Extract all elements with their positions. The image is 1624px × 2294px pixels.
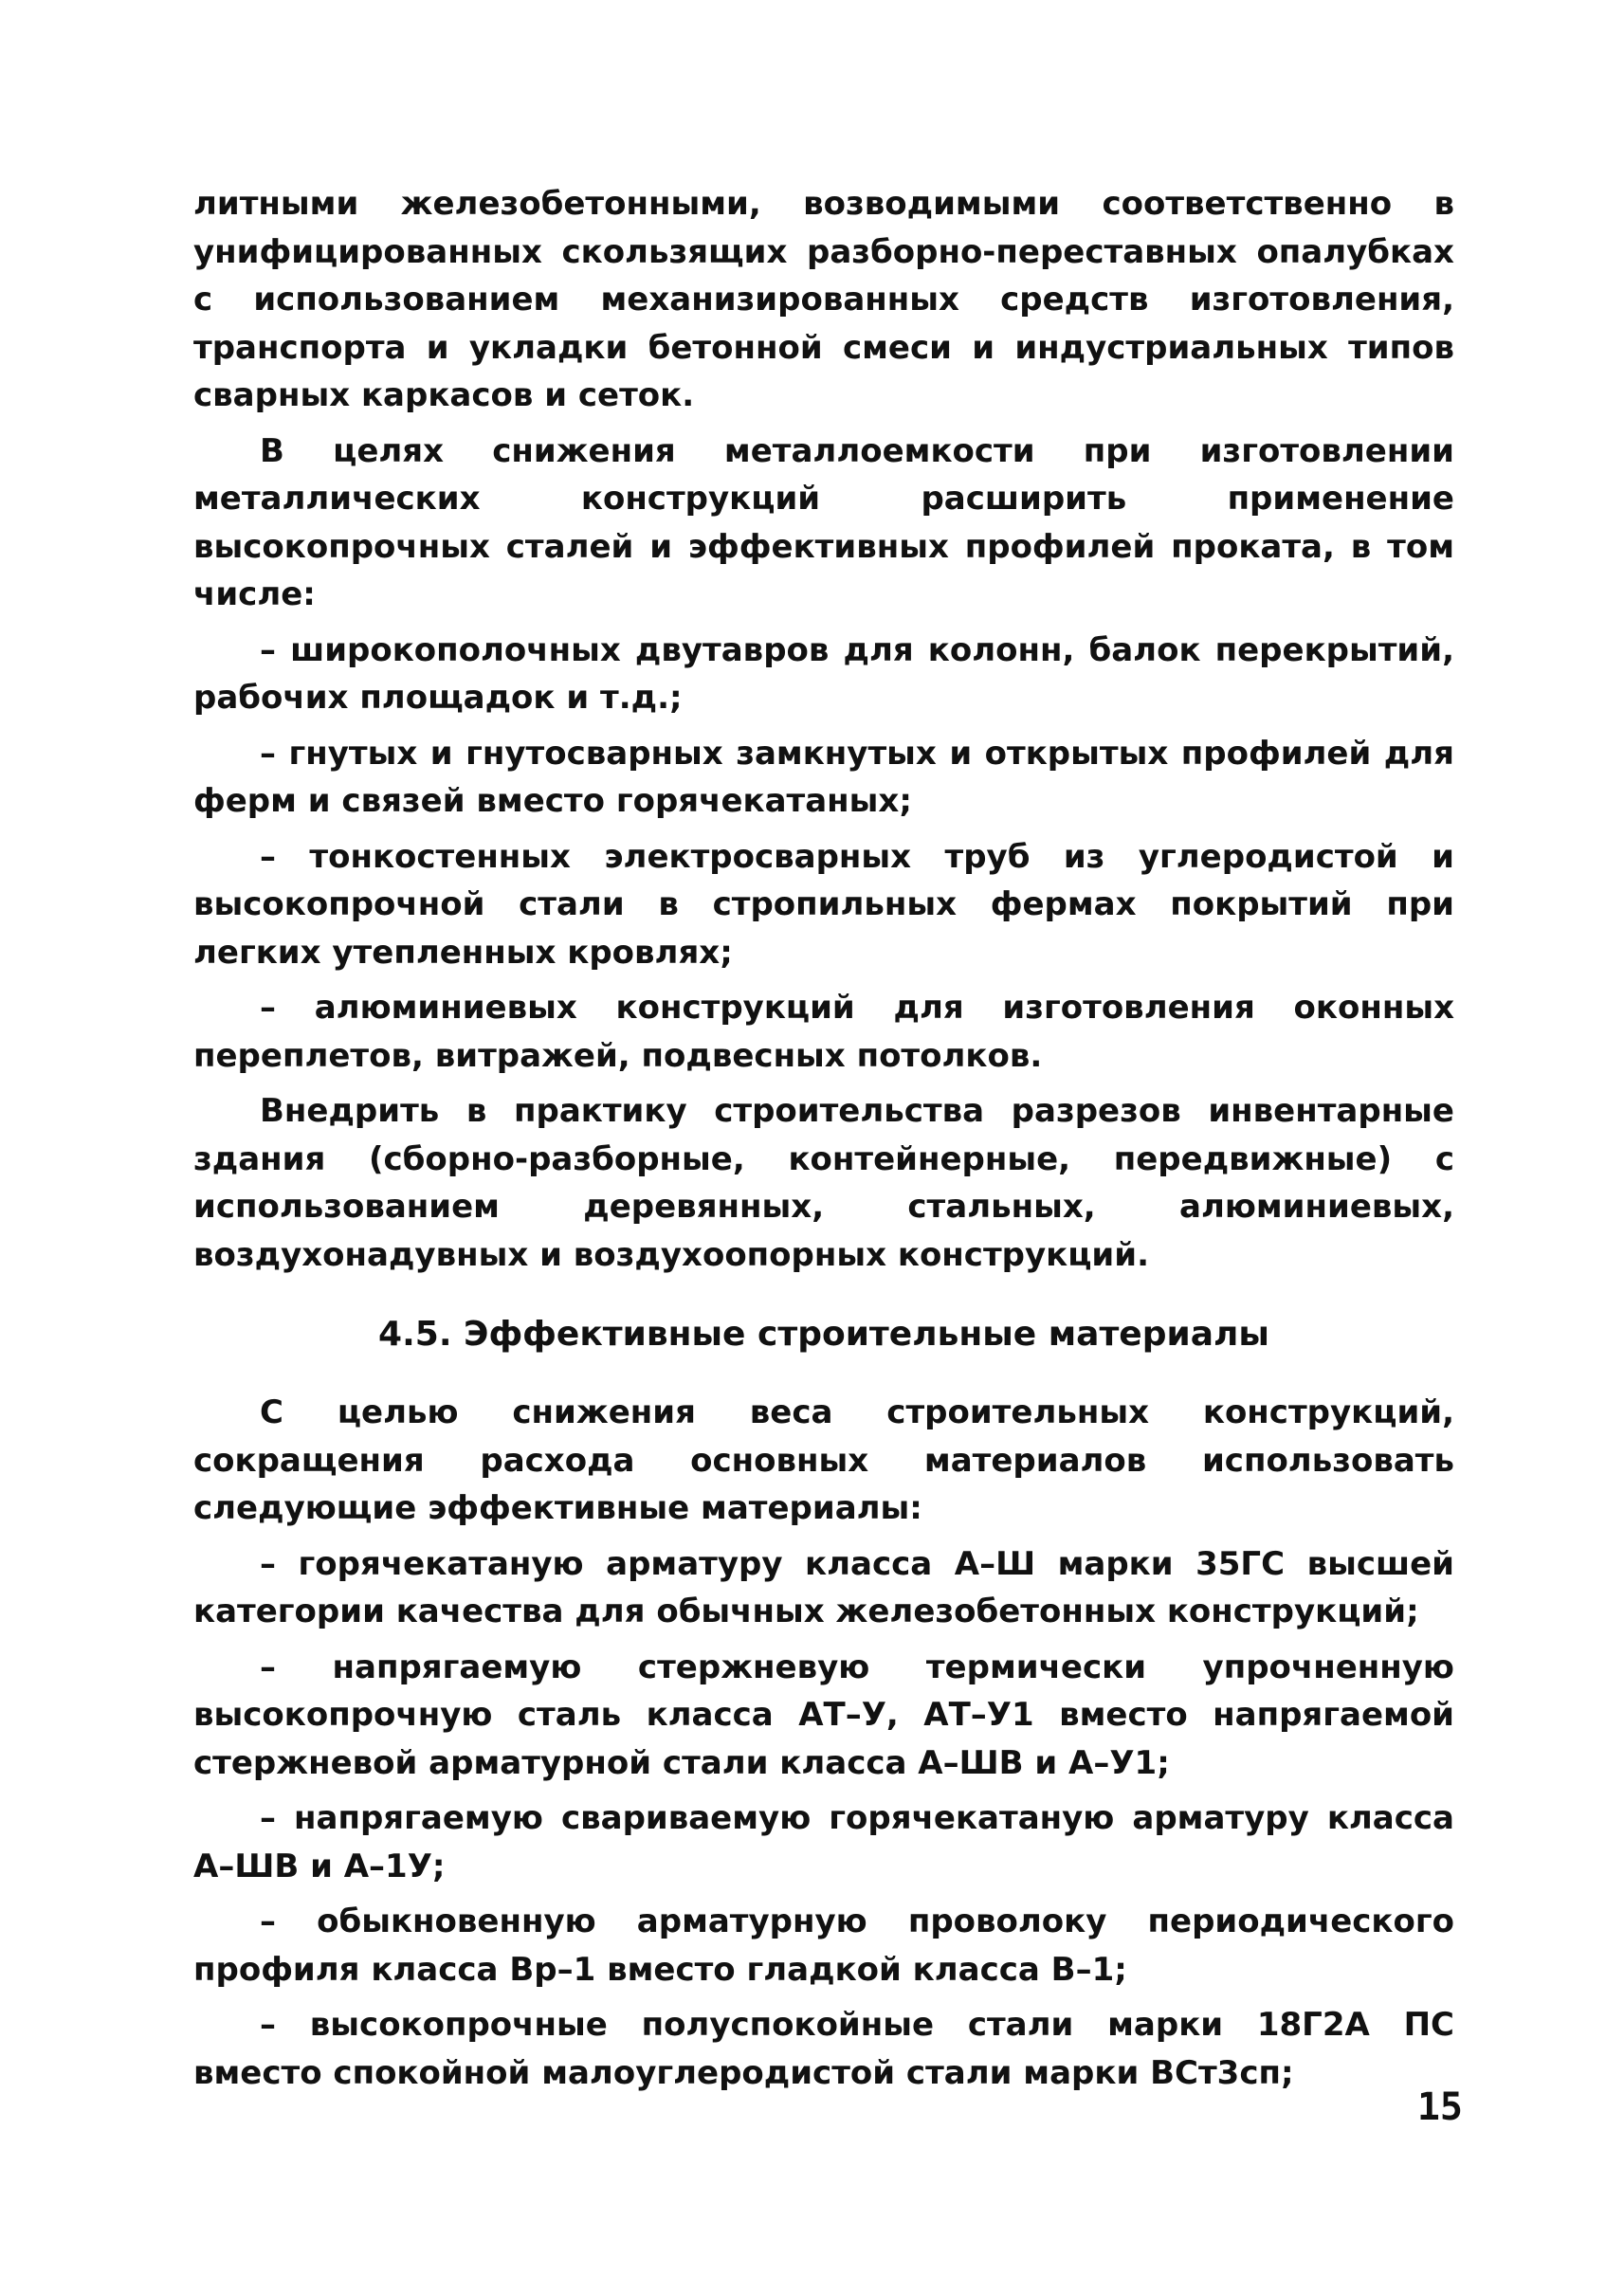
- paragraph-inventory-buildings: Внедрить в практику строительства разрезов инвентарные здания (сборно-разборные, контейнерные, передвижные) с использованием деревянных, стальных, алюминиевых, воздухонадувных и воздухоопорных конструкций.: [193, 1092, 1454, 1274]
- list-item-prestressed-steel: – напрягаемую стержневую термически упрочненную высокопрочную сталь класса АТ–У, АТ–У1 вместо напрягаемой стержневой арматурной стали класса А–ШВ и А–У1;: [193, 1648, 1454, 1782]
- paragraph-materials-intro: С целью снижения веса строительных конструкций, сокращения расхода основных материалов использовать следующие эффективные материалы:: [193, 1393, 1454, 1527]
- body-text: [193, 180, 1454, 2104]
- page-number: 15: [1416, 2085, 1463, 2129]
- section-number: 4.5.: [378, 1315, 452, 1354]
- list-item-i-beams: – широкополочных двутавров для колонн, балок перекрытий, рабочих площадок и т.д.;: [193, 630, 1454, 717]
- list-item-hot-rolled-rebar: – горячекатаную арматуру класса А–Ш марки 35ГС высшей категории качества для обычных железобетонных конструкций;: [193, 1544, 1454, 1630]
- section-title: Эффективные строительные материалы: [464, 1315, 1269, 1354]
- list-item-weldable-rebar: – напрягаемую свариваемую горячекатаную арматуру класса А–ШВ и А–1У;: [193, 1799, 1454, 1885]
- list-item-aluminium: – алюминиевых конструкций для изготовления оконных переплетов, витражей, подвесных потолков.: [193, 989, 1454, 1075]
- section-heading: [193, 1311, 1454, 1358]
- list-item-thin-wall-pipes: – тонкостенных электросварных труб из углеродистой и высокопрочной стали в стропильных фермах покрытий при легких утепленных кровлях;: [193, 837, 1454, 972]
- paragraph-metal-intensity: В целях снижения металлоемкости при изготовлении металлических конструкций расширить применение высокопрочных сталей и эффективных профилей проката, в том числе:: [193, 431, 1454, 613]
- list-item-semi-killed-steel: – высокопрочные полуспокойные стали марки 18Г2А ПС вместо спокойной малоуглеродистой стали марки ВСт3сп;: [193, 2006, 1454, 2092]
- paragraph-continuation: литными железобетонными, возводимыми соответственно в унифицированных скользящих разборно-переставных опалубках с использованием механизированных средств изготовления, транспорта и укладки бетонной смеси и индустриальных типов сварных каркасов и сеток.: [193, 185, 1454, 414]
- list-item-wire: – обыкновенную арматурную проволоку периодического профиля класса Вр–1 вместо гладкой класса В–1;: [193, 1903, 1454, 1989]
- list-item-bent-profiles: – гнутых и гнутосварных замкнутых и открытых профилей для ферм и связей вместо горячекатаных;: [193, 734, 1454, 820]
